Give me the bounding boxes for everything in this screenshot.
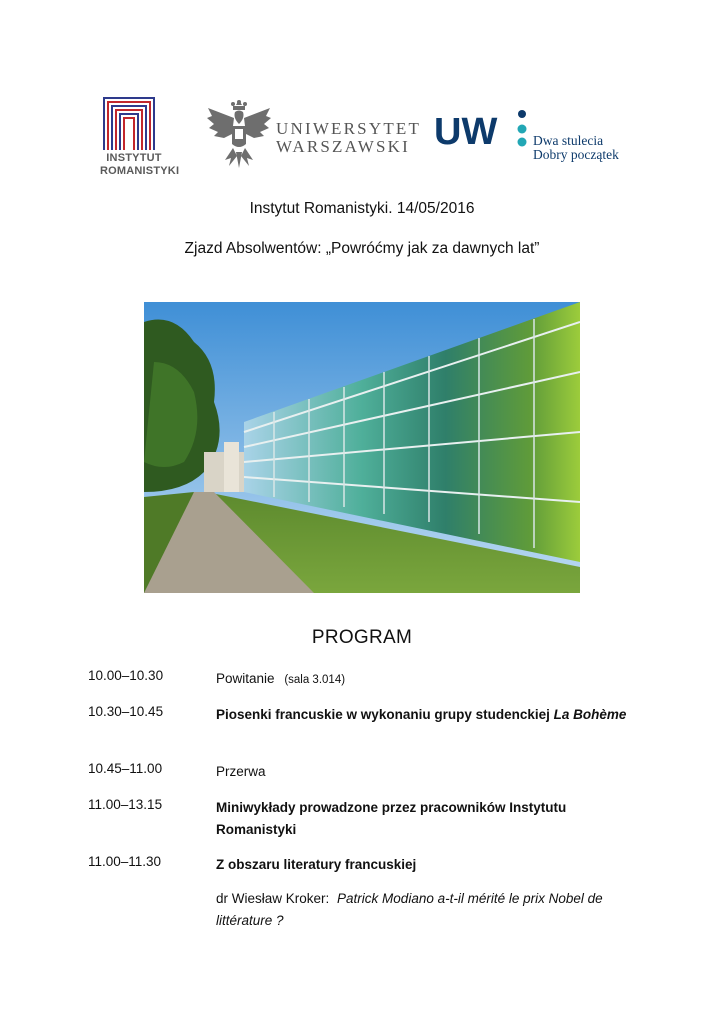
uniwersytet-warszawski-logo [204, 96, 422, 176]
lecture-row [88, 888, 648, 932]
item-title: Miniwykłady prowadzone przez pracowników Instytutu Romanistyki [216, 800, 567, 837]
schedule-row [88, 761, 648, 797]
item-title-italic: La Bohème [553, 707, 627, 722]
event-subtitle: Zjazd Absolwentów: „Powróćmy jak za dawnych lat” [184, 240, 540, 257]
time-slot: 10.45–11.00 [88, 761, 163, 776]
event-title: Instytut Romanistyki. 14/05/2016 [249, 200, 475, 217]
arch-logo-icon [100, 94, 168, 150]
item-title: Powitanie [216, 671, 275, 686]
university-name [276, 120, 421, 156]
item-title: Z obszaru literatury francuskiej [216, 857, 417, 872]
item-title: Piosenki francuskie w wykonaniu grupy studenckiej [216, 707, 550, 722]
item-description [216, 704, 648, 726]
uw-mark-icon [434, 108, 530, 152]
time-slot: 11.00–11.30 [88, 854, 162, 869]
logo-text-line2: ROMANISTYKI [100, 165, 180, 177]
program-heading: PROGRAM [311, 627, 413, 648]
eagle-emblem-icon [204, 96, 274, 174]
time-slot: 10.00–10.30 [88, 668, 164, 683]
schedule-row [88, 704, 648, 761]
uw-bicentennial-slogan [533, 134, 619, 162]
item-title: Przerwa [216, 764, 266, 779]
schedule-row [88, 854, 648, 888]
item-description [216, 761, 648, 783]
university-name-line2: WARSZAWSKI [276, 137, 410, 156]
university-name-line1: UNIWERSYTET [276, 119, 422, 138]
building-photo [144, 302, 580, 593]
item-description [216, 797, 648, 841]
item-description [216, 854, 648, 876]
logo-bar [0, 90, 724, 185]
lecture-title: Patrick Modiano a-t-il mérité le prix Nobel de littérature ? [216, 891, 603, 928]
room-note: (sala 3.014) [284, 674, 346, 686]
slogan-line1: Dwa stulecia [533, 133, 604, 148]
schedule-row [88, 668, 648, 704]
time-slot: 11.00–13.15 [88, 797, 163, 812]
instytut-romanistyki-logo [100, 94, 180, 178]
logo-text-line1: INSTYTUT [106, 152, 162, 164]
lecture-description [216, 888, 648, 932]
time-slot: 10.30–10.45 [88, 704, 164, 719]
slogan-line2: Dobry początek [533, 147, 619, 162]
glass-building-image [144, 302, 580, 593]
schedule-row [88, 797, 648, 854]
uw-bicentennial-logo [434, 104, 634, 174]
item-description [216, 668, 648, 691]
program-schedule [88, 668, 648, 932]
uw-mark-text: UW [434, 111, 498, 152]
lecture-speaker: dr Wiesław Kroker: [216, 891, 330, 906]
